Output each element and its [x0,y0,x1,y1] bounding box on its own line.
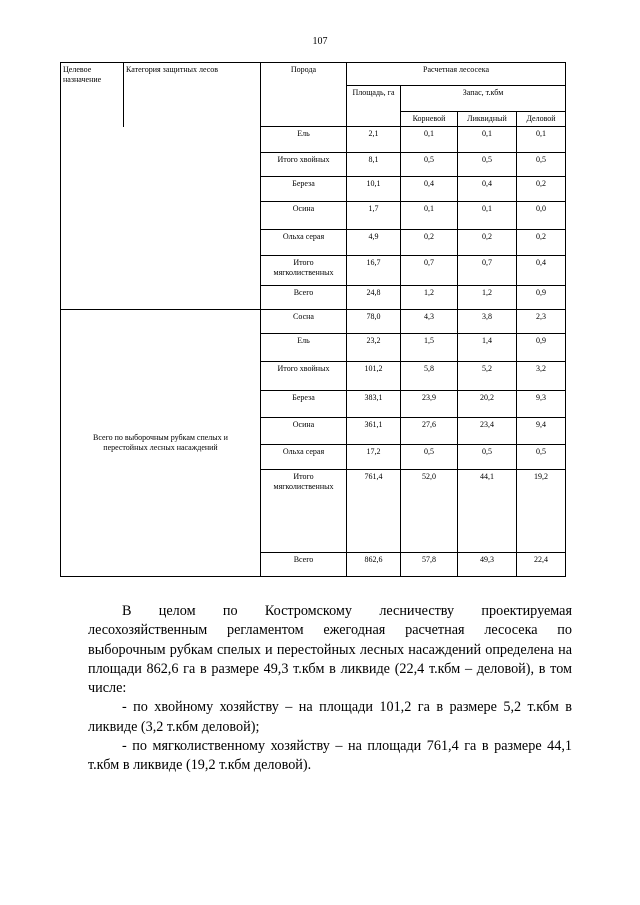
species-cell: Береза [261,391,347,418]
species-cell: Ель [261,334,347,362]
area-cell: 78,0 [347,310,401,334]
business-cell: 0,2 [517,177,566,202]
liquid-cell: 0,2 [458,230,517,256]
table-row [61,310,566,334]
business-cell: 19,2 [517,470,566,553]
liquid-cell: 49,3 [458,553,517,577]
header-root: Корневой [401,112,458,127]
root-cell: 1,2 [401,286,458,310]
species-cell: Ольха серая [261,445,347,470]
species-cell: Итого хвойных [261,153,347,177]
species-cell: Итого мягколиственных [261,256,347,286]
area-cell: 4,9 [347,230,401,256]
summary-paragraph-3: - по мягколиственному хозяйству – на площади 761,4 га в размере 44,1 т.кбм в ликвиде (19,2 т.кбм деловой). [88,738,572,774]
purpose-cell [61,127,124,310]
summary-paragraph-2: - по хвойному хозяйству – на площади 101,2 га в размере 5,2 т.кбм в ликвиде (3,2 т.кбм деловой); [88,699,572,735]
business-cell: 9,3 [517,391,566,418]
species-cell: Всего [261,553,347,577]
root-cell: 1,5 [401,334,458,362]
root-cell: 0,1 [401,127,458,153]
root-cell: 27,6 [401,418,458,445]
root-cell: 52,0 [401,470,458,553]
business-cell: 0,9 [517,286,566,310]
root-cell: 0,5 [401,153,458,177]
summary-text [88,602,572,776]
area-cell: 16,7 [347,256,401,286]
group-total-label: Всего по выборочным рубкам спелых и перестойных лесных насаждений [61,310,261,577]
root-cell: 5,8 [401,362,458,391]
area-cell: 10,1 [347,177,401,202]
header-purpose: Целевое назначение [61,63,124,127]
summary-paragraph-1: лесохозяйственным регламентом ежегодная расчетная лесосека по выборочным рубкам спелых и перестойных лесных насаждений определена на площади 862,6 га в размере 49,3 т.кбм в ликвиде (22,4 т.кбм – деловой), в том числе: [88,622,572,697]
business-cell: 2,3 [517,310,566,334]
area-cell: 101,2 [347,362,401,391]
liquid-cell: 23,4 [458,418,517,445]
liquid-cell: 3,8 [458,310,517,334]
business-cell: 22,4 [517,553,566,577]
root-cell: 0,7 [401,256,458,286]
liquid-cell: 44,1 [458,470,517,553]
liquid-cell: 1,2 [458,286,517,310]
business-cell: 3,2 [517,362,566,391]
area-cell: 8,1 [347,153,401,177]
area-cell: 361,1 [347,418,401,445]
header-business: Деловой [517,112,566,127]
cutting-area-table [60,62,566,577]
header-cutting-area: Расчетная лесосека [347,63,566,86]
header-stock: Запас, т.кбм [401,86,566,112]
area-cell: 1,7 [347,202,401,230]
liquid-cell: 0,5 [458,153,517,177]
species-cell: Ольха серая [261,230,347,256]
root-cell: 4,3 [401,310,458,334]
liquid-cell: 1,4 [458,334,517,362]
area-cell: 383,1 [347,391,401,418]
root-cell: 0,2 [401,230,458,256]
business-cell: 0,5 [517,445,566,470]
liquid-cell: 5,2 [458,362,517,391]
header-category: Категория защитных лесов [124,63,261,127]
liquid-cell: 0,4 [458,177,517,202]
header-area: Площадь, га [347,86,401,127]
page-number: 107 [312,36,328,47]
root-cell: 0,1 [401,202,458,230]
category-cell [124,127,261,310]
species-cell: Всего [261,286,347,310]
business-cell: 0,1 [517,127,566,153]
header-liquid: Ликвидный [458,112,517,127]
business-cell: 0,0 [517,202,566,230]
area-cell: 2,1 [347,127,401,153]
liquid-cell: 0,1 [458,202,517,230]
liquid-cell: 20,2 [458,391,517,418]
root-cell: 57,8 [401,553,458,577]
business-cell: 0,5 [517,153,566,177]
root-cell: 0,5 [401,445,458,470]
business-cell: 0,2 [517,230,566,256]
liquid-cell: 0,1 [458,127,517,153]
species-cell: Осина [261,202,347,230]
species-cell: Сосна [261,310,347,334]
business-cell: 9,4 [517,418,566,445]
table-row [61,127,566,153]
root-cell: 23,9 [401,391,458,418]
header-species: Порода [261,63,347,127]
area-cell: 23,2 [347,334,401,362]
area-cell: 17,2 [347,445,401,470]
species-cell: Итого мягколиственных [261,470,347,553]
species-cell: Осина [261,418,347,445]
species-cell: Итого хвойных [261,362,347,391]
liquid-cell: 0,7 [458,256,517,286]
liquid-cell: 0,5 [458,445,517,470]
business-cell: 0,9 [517,334,566,362]
area-cell: 761,4 [347,470,401,553]
species-cell: Ель [261,127,347,153]
species-cell: Береза [261,177,347,202]
business-cell: 0,4 [517,256,566,286]
root-cell: 0,4 [401,177,458,202]
summary-line-1: В целом по Костромскому лесничеству проектируемая [122,603,572,619]
area-cell: 24,8 [347,286,401,310]
area-cell: 862,6 [347,553,401,577]
